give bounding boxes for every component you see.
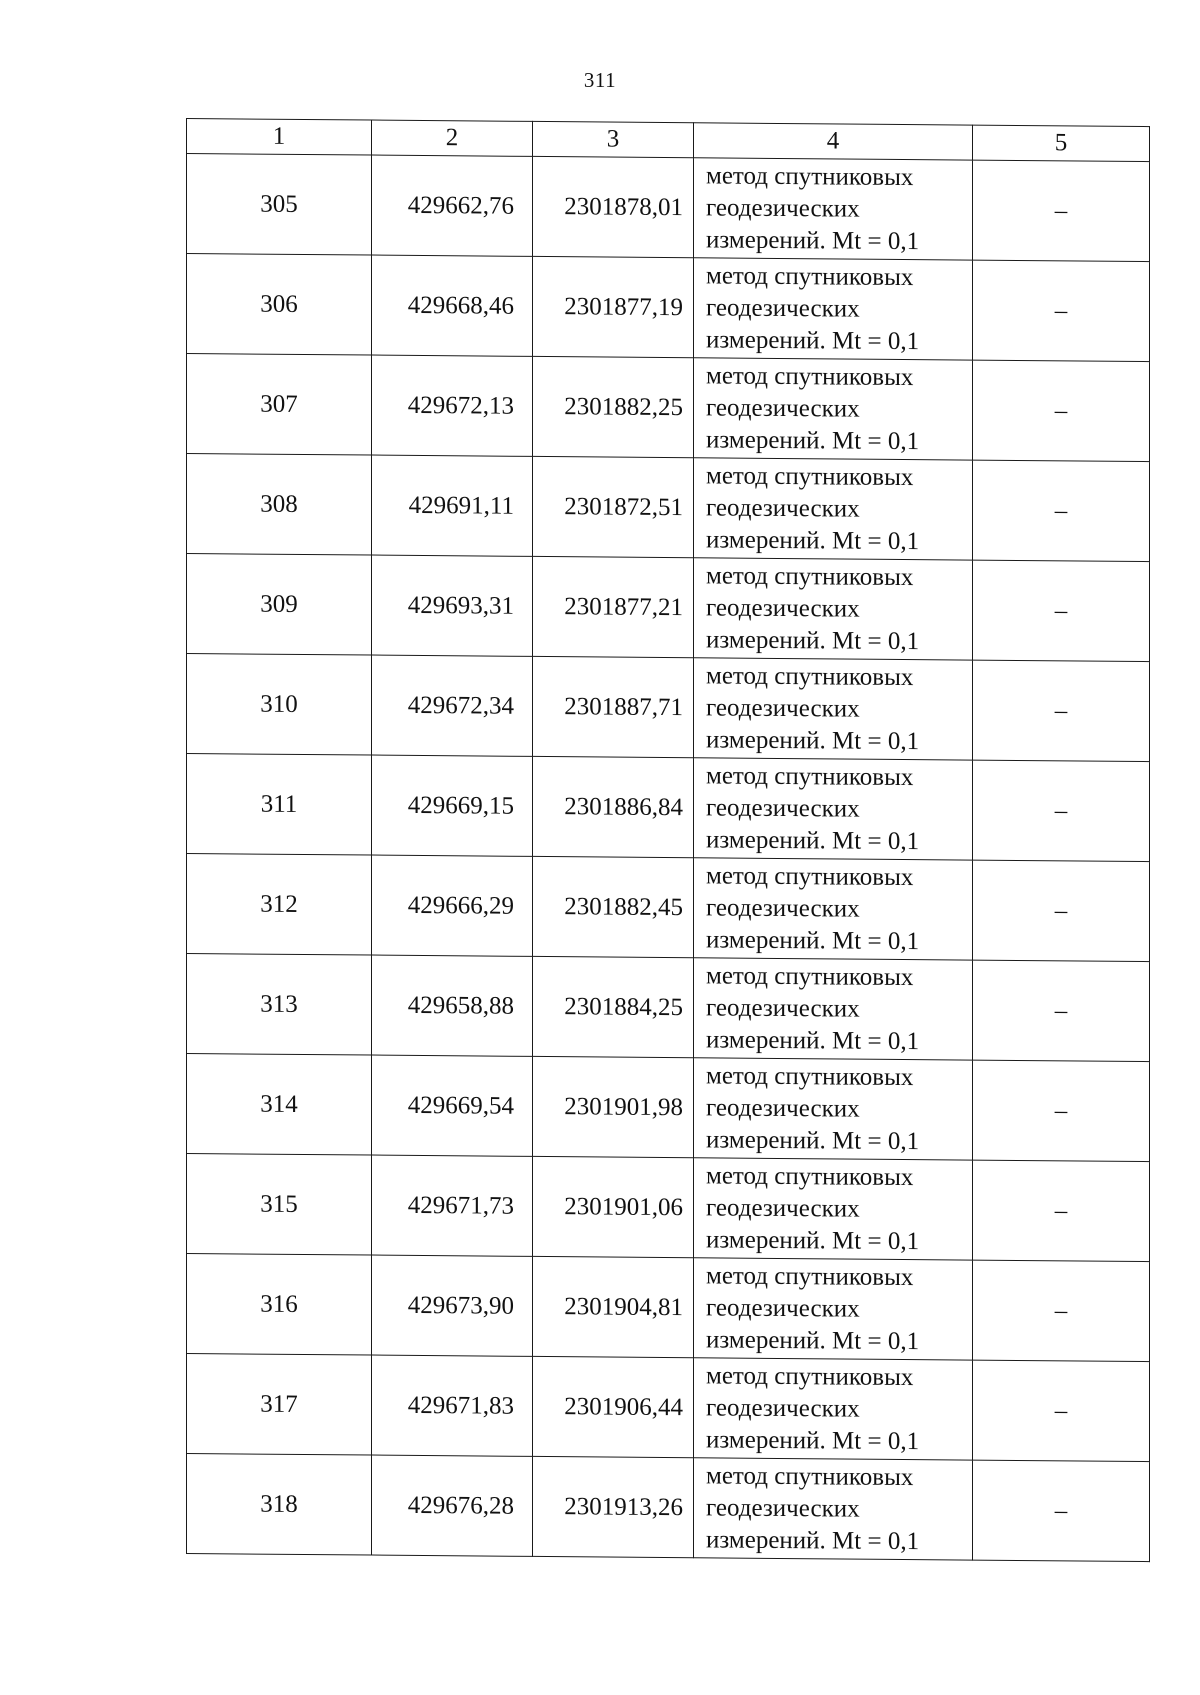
y-coordinate-cell: 2301877,19 (533, 256, 694, 357)
method-cell (694, 958, 973, 1060)
note-cell: – (973, 960, 1150, 1061)
x-coordinate-cell: 429658,88 (372, 955, 533, 1056)
method-line: измерений. Mt = 0,1 (706, 1425, 920, 1455)
column-header-5: 5 (973, 125, 1150, 161)
method-line: измерений. Mt = 0,1 (706, 325, 920, 355)
point-number-cell: 311 (187, 754, 372, 856)
page-number: 311 (583, 68, 617, 92)
point-number-cell: 313 (187, 954, 372, 1056)
method-line: геодезических (706, 1493, 860, 1523)
method-line: измерений. Mt = 0,1 (706, 225, 920, 255)
method-cell (694, 1158, 973, 1260)
x-coordinate-cell: 429662,76 (372, 155, 533, 256)
x-coordinate-cell: 429693,31 (372, 555, 533, 656)
method-line: геодезических (706, 893, 860, 923)
table-row (187, 554, 1150, 662)
x-coordinate-cell: 429671,83 (372, 1355, 533, 1456)
y-coordinate-cell: 2301884,25 (533, 956, 694, 1057)
method-line: геодезических (706, 1393, 860, 1423)
method-line: геодезических (706, 1093, 860, 1123)
method-line: геодезических (706, 493, 860, 523)
x-coordinate-cell: 429671,73 (372, 1155, 533, 1256)
method-cell (694, 1058, 973, 1160)
point-number-cell: 310 (187, 654, 372, 756)
point-number-cell: 314 (187, 1054, 372, 1156)
method-line: метод спутниковых (706, 461, 914, 491)
method-line: измерений. Mt = 0,1 (706, 425, 920, 455)
y-coordinate-cell: 2301901,98 (533, 1056, 694, 1157)
x-coordinate-cell: 429669,54 (372, 1055, 533, 1156)
note-cell: – (973, 760, 1150, 861)
method-cell (694, 258, 973, 360)
method-line: геодезических (706, 1193, 860, 1223)
column-header-1: 1 (187, 119, 372, 156)
note-cell: – (973, 1260, 1150, 1361)
point-number-cell: 306 (187, 254, 372, 356)
table-row (187, 354, 1150, 462)
x-coordinate-cell: 429668,46 (372, 255, 533, 356)
method-cell (694, 1458, 973, 1560)
method-line: измерений. Mt = 0,1 (706, 725, 920, 755)
method-line: измерений. Mt = 0,1 (706, 1025, 920, 1055)
method-line: метод спутниковых (706, 861, 914, 891)
table-row (187, 1354, 1150, 1462)
note-cell: – (973, 160, 1150, 261)
method-cell (694, 1258, 973, 1360)
y-coordinate-cell: 2301913,26 (533, 1456, 694, 1557)
point-number-cell: 308 (187, 454, 372, 556)
column-header-3: 3 (533, 121, 694, 157)
method-cell (694, 458, 973, 560)
table-body (187, 154, 1150, 1562)
coordinates-table (186, 118, 1150, 1562)
note-cell: – (973, 860, 1150, 961)
y-coordinate-cell: 2301878,01 (533, 156, 694, 257)
method-line: геодезических (706, 293, 860, 323)
note-cell: – (973, 1360, 1150, 1461)
point-number-cell: 318 (187, 1454, 372, 1556)
note-cell: – (973, 560, 1150, 661)
method-line: измерений. Mt = 0,1 (706, 1325, 920, 1355)
method-line: метод спутниковых (706, 961, 914, 991)
method-cell (694, 1358, 973, 1460)
table-row (187, 754, 1150, 862)
y-coordinate-cell: 2301882,25 (533, 356, 694, 457)
x-coordinate-cell: 429676,28 (372, 1455, 533, 1556)
note-cell: – (973, 1460, 1150, 1561)
table-row (187, 154, 1150, 262)
y-coordinate-cell: 2301872,51 (533, 456, 694, 557)
method-cell (694, 658, 973, 760)
method-line: метод спутниковых (706, 561, 914, 591)
point-number-cell: 316 (187, 1254, 372, 1356)
note-cell: – (973, 1160, 1150, 1261)
point-number-cell: 307 (187, 354, 372, 456)
method-cell (694, 758, 973, 860)
table-row (187, 1454, 1150, 1562)
table-row (187, 954, 1150, 1062)
method-line: геодезических (706, 693, 860, 723)
y-coordinate-cell: 2301901,06 (533, 1156, 694, 1257)
y-coordinate-cell: 2301904,81 (533, 1256, 694, 1357)
method-cell (694, 558, 973, 660)
method-line: метод спутниковых (706, 261, 914, 291)
x-coordinate-cell: 429672,34 (372, 655, 533, 756)
table-row (187, 1254, 1150, 1362)
method-cell (694, 358, 973, 460)
note-cell: – (973, 360, 1150, 461)
method-line: геодезических (706, 193, 860, 223)
method-line: измерений. Mt = 0,1 (706, 625, 920, 655)
y-coordinate-cell: 2301882,45 (533, 856, 694, 957)
y-coordinate-cell: 2301887,71 (533, 656, 694, 757)
method-line: измерений. Mt = 0,1 (706, 1125, 920, 1155)
x-coordinate-cell: 429669,15 (372, 755, 533, 856)
point-number-cell: 315 (187, 1154, 372, 1256)
method-line: метод спутниковых (706, 1461, 914, 1491)
table-row (187, 254, 1150, 362)
note-cell: – (973, 660, 1150, 761)
note-cell: – (973, 260, 1150, 361)
table-row (187, 454, 1150, 562)
x-coordinate-cell: 429691,11 (372, 455, 533, 556)
method-line: геодезических (706, 1293, 860, 1323)
method-line: метод спутниковых (706, 361, 914, 391)
x-coordinate-cell: 429666,29 (372, 855, 533, 956)
method-line: метод спутниковых (706, 1161, 914, 1191)
method-cell (694, 158, 973, 260)
method-line: метод спутниковых (706, 1261, 914, 1291)
table-row (187, 854, 1150, 962)
method-line: геодезических (706, 593, 860, 623)
method-line: измерений. Mt = 0,1 (706, 825, 920, 855)
x-coordinate-cell: 429672,13 (372, 355, 533, 456)
point-number-cell: 317 (187, 1354, 372, 1456)
method-line: метод спутниковых (706, 1361, 914, 1391)
note-cell: – (973, 1060, 1150, 1161)
point-number-cell: 305 (187, 154, 372, 256)
point-number-cell: 312 (187, 854, 372, 956)
table-row (187, 1054, 1150, 1162)
note-cell: – (973, 460, 1150, 561)
method-line: измерений. Mt = 0,1 (706, 525, 920, 555)
table-row (187, 654, 1150, 762)
method-line: измерений. Mt = 0,1 (706, 1525, 920, 1555)
method-line: геодезических (706, 393, 860, 423)
y-coordinate-cell: 2301886,84 (533, 756, 694, 857)
method-line: метод спутниковых (706, 761, 914, 791)
method-line: измерений. Mt = 0,1 (706, 925, 920, 955)
method-line: геодезических (706, 993, 860, 1023)
column-header-4: 4 (694, 123, 973, 160)
method-line: метод спутниковых (706, 1061, 914, 1091)
column-header-2: 2 (372, 120, 533, 156)
table-row (187, 1154, 1150, 1262)
method-line: метод спутниковых (706, 161, 914, 191)
y-coordinate-cell: 2301877,21 (533, 556, 694, 657)
y-coordinate-cell: 2301906,44 (533, 1356, 694, 1457)
method-line: измерений. Mt = 0,1 (706, 1225, 920, 1255)
point-number-cell: 309 (187, 554, 372, 656)
method-cell (694, 858, 973, 960)
x-coordinate-cell: 429673,90 (372, 1255, 533, 1356)
method-line: геодезических (706, 793, 860, 823)
method-line: метод спутниковых (706, 661, 914, 691)
